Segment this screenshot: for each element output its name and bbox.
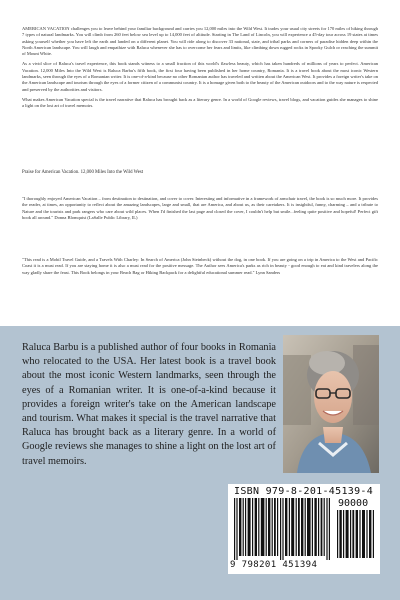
- description-paragraph-3: What makes American Vacation special is the travel narrative that Raluca has brought back as a literary genre. In a world of Google reviews, travel blogs, and vacation guides she manages to shine a light on the lost art of travel memoirs.: [22, 96, 378, 109]
- author-photo: [283, 335, 379, 473]
- isbn-barcode: [232, 498, 334, 560]
- review-quote-2: "This read is a Mobil Travel Guide, and a Travels With Charley: In Search of America (John Steinbeck) without the dog, in one book. If you are going on a trip in America to the West and Pacific Coast it is a must read. If you are staying home it is also a must read for the positive message. The Author sees America's parks as rich in beauty - good enough to eat and kind travelers along the way gladly share the feast. This Book belongs in your Beach Bag or Hiking Backpack for a delightful educational summer read." Lynn Sanders: [22, 257, 378, 275]
- isbn-label: ISBN 979-8-201-45139-4: [234, 486, 374, 497]
- author-panel: [0, 326, 400, 600]
- barcode-number: 9 798201 451394: [230, 560, 318, 570]
- book-description: [22, 26, 378, 114]
- barcode-box: [228, 484, 380, 574]
- praise-heading: Praise for American Vacation. 12,000 Miles Into the Wild West: [22, 170, 144, 175]
- price-barcode: [336, 510, 376, 558]
- price-code: 90000: [338, 498, 369, 509]
- review-quote-1: "I thoroughly enjoyed American Vacation – from destination to destination, and cover to cover. Interesting and informative in a framework of armchair travel, the book is so much more. It provides the reader, at times, an opportunity to reflect about the amazing landscapes, large and small, that are America, and about us, as their caretakers. It is insightful, funny, charming – and a tribute to Nature and the tourists and park rangers who care about wild places. When I'd finished the last page and closed the cover, I couldn't help but smile...feeling quite positive and hopeful! Perfect gift book all around." Donna Blomquist (LaSalle Public Library, IL): [22, 196, 378, 220]
- description-paragraph-2: As a vivid slice of Raluca's travel experience, this book stands witness to a small fraction of this world's flawless beauty, which has taken hundreds of millions of years to perfect. American Vacation. 12,000 Miles Into the Wild West is Raluca Barbu's fifth book, the first four having been published in her home country, Romania. It is a travel book about the most iconic Western landmarks, seen through the eyes of a Romanian writer. It is one-of-a-kind because no other Romanian author has traveled and written about the American West. It provides a foreign writer's take on the American landscape and tourism through the eyes of a former citizen of a communist country. It is a homage given both to the beauty of the American outdoors and to the way nature is respected and preserved by the authorities and visitors.: [22, 61, 378, 92]
- description-paragraph-1: AMERICAN VACATION challenges you to leave behind your familiar background and carries you 12,000 miles into the Wild West. It trades your usual city streets for 170 miles of hiking through 7 types of natural landmarks. You will climb from 260 feet below sea level up to 14,000 feet of altitude. Starting in The Land of Lincoln, you will experience a 45-day tour across 19 states at times asking yourself whether you have left the earth and landed on a different planet. You will ride along to discover 33 national, state, and tribal parks and corners of paradise hidden deep within the North American landscape. You will laugh and empathize with Raluca whenever she has to overcome her fears and limits, like climbing down rugged rocks in Spooky Gulch or reaching the summit of Mount White.: [22, 26, 378, 57]
- author-bio: Raluca Barbu is a published author of four books in Romania who relocated to the USA. Her latest book is a travel book about the most iconic Western landmarks, seen through the eyes of a Romanian writer. It is one-of-a-kind because it provides a foreign writer's take on the American landscape and tourism. What makes it special is the travel narrative that Raluca has brought back as a literary genre. In a world of Google reviews she manages to shine a light on the lost art of travel memoirs.: [22, 342, 276, 467]
